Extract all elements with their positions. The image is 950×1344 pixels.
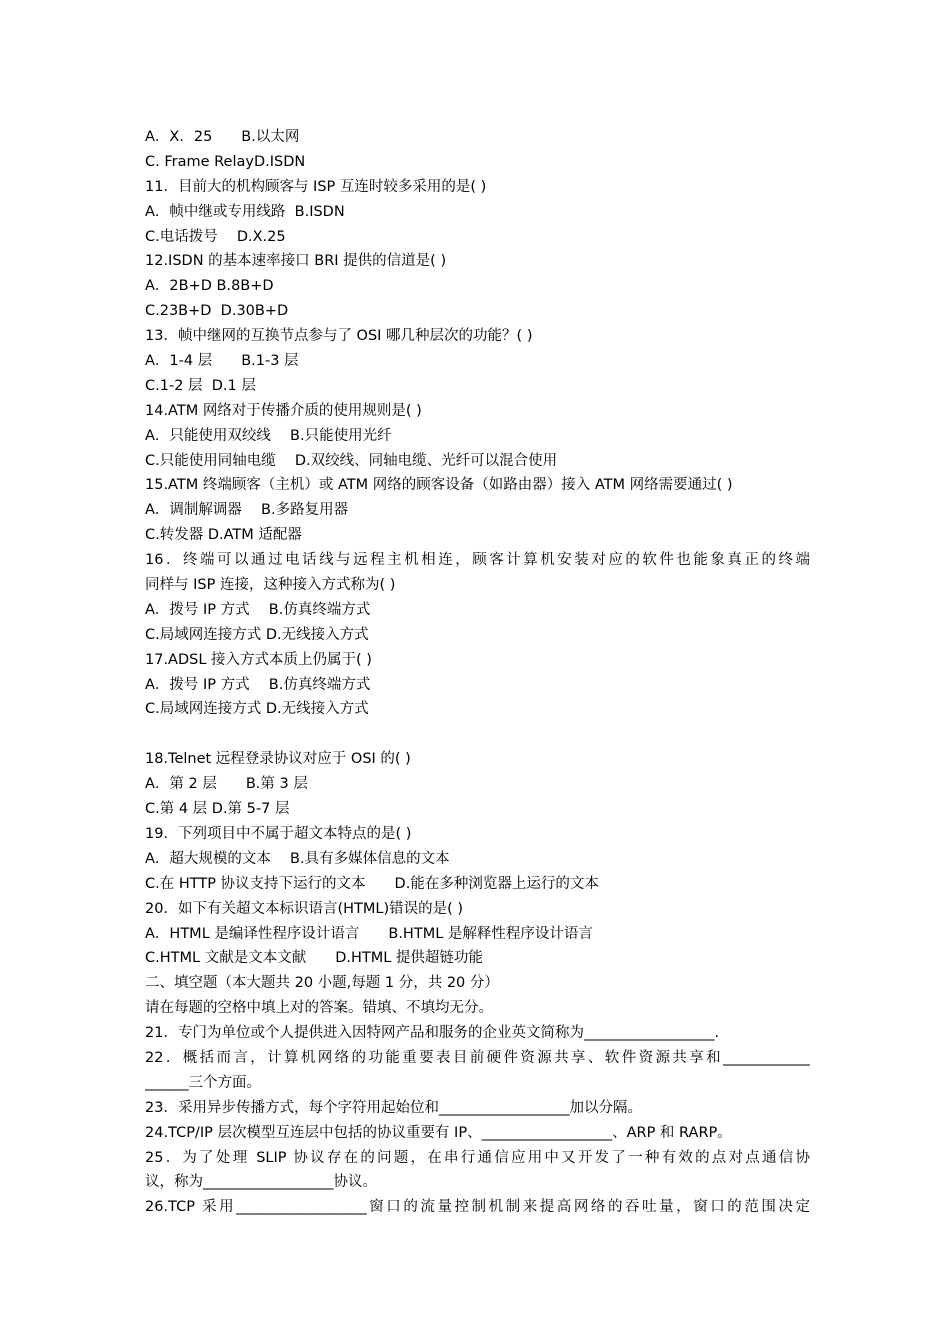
- answer-options: C. Frame RelayD.ISDN: [145, 153, 306, 170]
- question-15: 15.ATM 终端顾客（主机）或 ATM 网络的顾客设备（如路由器）接入 ATM 网络需要通过( ): [145, 477, 733, 494]
- question-19: 19．下列项目中不属于超文本特点的是( ): [145, 825, 412, 842]
- answer-options: A．调制解调器 B.多路复用器: [145, 502, 349, 519]
- answer-options: A．拨号 IP 方式 B.仿真终端方式: [145, 601, 371, 618]
- section-instructions: 请在每题的空格中填上对的答案。错填、不填均无分。: [145, 1000, 493, 1017]
- answer-options: C.1-2 层 D.1 层: [145, 377, 256, 394]
- answer-options: A．拨号 IP 方式 B.仿真终端方式: [145, 676, 371, 693]
- question-13: 13．帧中继网的互换节点参与了 OSI 哪几种层次的功能？( ): [145, 328, 533, 345]
- answer-options: C.局域网连接方式 D.无线接入方式: [145, 626, 369, 643]
- answer-options: A．第 2 层 B.第 3 层: [145, 776, 308, 793]
- question-16-continued: 同样与 ISP 连接，这种接入方式称为( ): [145, 577, 396, 594]
- answer-options: C.第 4 层 D.第 5-7 层: [145, 801, 290, 818]
- question-21: 21．专门为单位或个人提供进入因特网产品和服务的企业英文简称为__________________.: [145, 1025, 720, 1042]
- answer-options: C.只能使用同轴电缆 D.双绞线、同轴电缆、光纤可以混合使用: [145, 452, 558, 469]
- section-heading: 二、填空题（本大题共 20 小题,每题 1 分，共 20 分）: [145, 975, 499, 992]
- answer-options: C.局域网连接方式 D.无线接入方式: [145, 701, 369, 718]
- question-17: 17.ADSL 接入方式本质上仍属于( ): [145, 651, 372, 668]
- question-22: 22．概括而言，计算机网络的功能重要表目前硬件资源共享、软件资源共享和____________: [145, 1049, 810, 1066]
- question-25: 25．为了处理 SLIP 协议存在的问题，在串行通信应用中又开发了一种有效的点对点通信协: [145, 1149, 810, 1166]
- answer-options: A．HTML 是编译性程序设计语言 B.HTML 是解释性程序设计语言: [145, 925, 593, 942]
- answer-options: A．2B+D B.8B+D: [145, 278, 274, 295]
- question-26: 26.TCP 采用__________________窗口的流量控制机制来提高网络的吞吐量，窗口的范围决定: [145, 1199, 810, 1216]
- answer-options: C.HTML 文献是文本文献 D.HTML 提供超链功能: [145, 950, 483, 967]
- answer-options: A．帧中继或专用线路 B.ISDN: [145, 203, 345, 220]
- answer-options: C.电话拨号 D.X.25: [145, 228, 286, 245]
- question-14: 14.ATM 网络对于传播介质的使用规则是( ): [145, 402, 422, 419]
- answer-options: A．超大规模的文本 B.具有多媒体信息的文本: [145, 850, 450, 867]
- question-22-continued: ______三个方面。: [145, 1074, 261, 1091]
- answer-options: C.在 HTTP 协议支持下运行的文本 D.能在多种浏览器上运行的文本: [145, 875, 599, 892]
- question-23: 23．采用异步传播方式，每个字符用起始位和__________________加以分隔。: [145, 1099, 642, 1116]
- question-24: 24.TCP/IP 层次模型互连层中包括的协议重要有 IP、__________________、ARP 和 RARP。: [145, 1124, 732, 1141]
- blank-line: [145, 722, 810, 747]
- answer-options: C.23B+D D.30B+D: [145, 303, 289, 320]
- question-18: 18.Telnet 远程登录协议对应于 OSI 的( ): [145, 751, 411, 768]
- question-20: 20．如下有关超文本标识语言(HTML)错误的是( ): [145, 900, 464, 917]
- question-12: 12.ISDN 的基本速率接口 BRI 提供的信道是( ): [145, 253, 447, 270]
- question-11: 11．目前大的机构顾客与 ISP 互连时较多采用的是( ): [145, 178, 487, 195]
- answer-options: C.转发器 D.ATM 适配器: [145, 527, 302, 544]
- question-16: 16．终端可以通过电话线与远程主机相连，顾客计算机安装对应的软件也能象真正的终端: [145, 552, 810, 569]
- question-25-continued: 议，称为__________________协议。: [145, 1174, 377, 1191]
- answer-options: A．1-4 层 B.1-3 层: [145, 353, 299, 370]
- answer-options: A．只能使用双绞线 B.只能使用光纤: [145, 427, 392, 444]
- document-body: [145, 125, 810, 1220]
- answer-options: A．X．25 B.以太网: [145, 129, 300, 145]
